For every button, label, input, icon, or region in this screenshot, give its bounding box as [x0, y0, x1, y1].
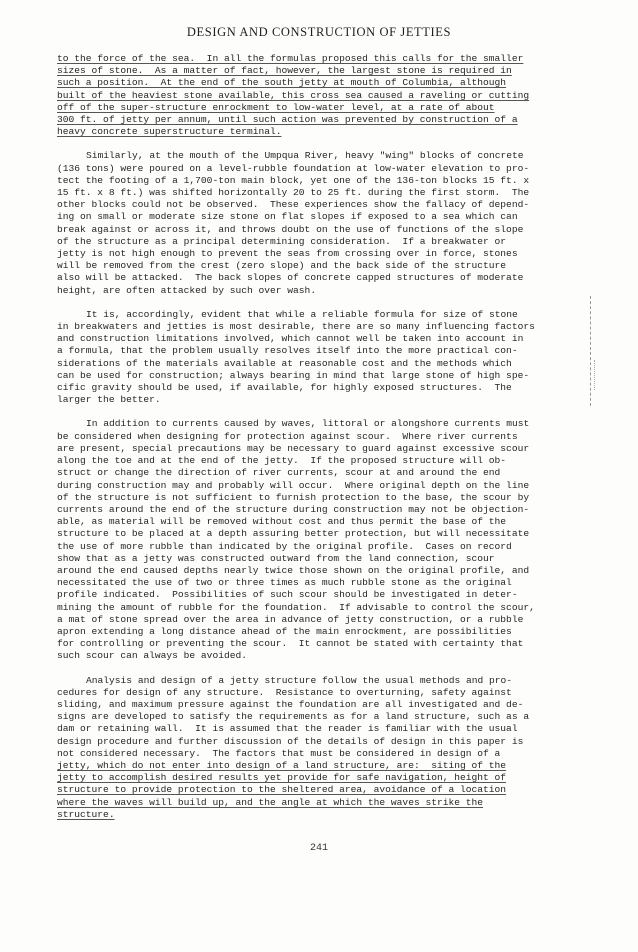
paragraph — [57, 309, 579, 407]
page-number: 241 — [309, 843, 328, 854]
running-header: DESIGN AND CONSTRUCTION OF JETTIES — [186, 25, 452, 39]
paragraph — [57, 53, 579, 138]
text-line: necessitated the use of two or three times as much rubble stone as the original — [57, 577, 512, 589]
text-line: It is, accordingly, evident that while a reliable formula for size of stone — [86, 308, 518, 320]
paragraph — [57, 675, 579, 821]
text-line: are present, special precautions may be necessary to guard against excessive scour — [57, 442, 530, 454]
text-line: able, as material will be removed without cost and thus permit the base of the — [57, 516, 507, 528]
text-line: height, are often attacked by such over wash. — [57, 284, 317, 296]
text-line: heavy concrete superstructure terminal. — [57, 126, 282, 138]
text-line: also will be attacked. The back slopes of concrete capped structures of moderate — [57, 272, 524, 284]
text-line: jetty, which do not enter into design of a land structure, are: siting of the — [57, 759, 507, 771]
text-line: the use of more rubble than indicated by the original profile. Cases on record — [57, 540, 512, 552]
text-line: ing on small or moderate size stone on flat slopes if exposed to a sea which can — [57, 211, 518, 223]
text-line: such scour can always be avoided. — [57, 650, 247, 662]
text-line: and construction limitations involved, which cannot well be taken into account in — [57, 333, 524, 345]
text-line: during construction may and probably will occur. Where original depth on the line — [57, 479, 530, 491]
text-line: currents around the end of the structure during construction may not be objection- — [57, 503, 530, 515]
text-line: Analysis and design of a jetty structure follow the usual methods and pro- — [86, 674, 513, 686]
text-line: sizes of stone. As a matter of fact, however, the largest stone is required in — [57, 65, 512, 77]
paragraph — [57, 418, 579, 662]
text-line: jetty is not high enough to prevent the seas from crossing over in force, stones — [57, 248, 518, 260]
text-line: be considered when designing for protection against scour. Where river currents — [57, 430, 518, 442]
text-line: jetty to accomplish desired results yet provide for safe navigation, height of — [57, 772, 507, 784]
text-line: will be removed from the crest (zero slope) and the back side of the structure — [57, 260, 507, 272]
text-line: show that as a jetty was constructed outward from the land connection, scour — [57, 552, 495, 564]
text-line: to the force of the sea. In all the formulas proposed this calls for the smaller — [57, 53, 524, 64]
text-line: structure to be placed at a depth assuring better protection, but will necessitate — [57, 528, 530, 540]
text-line: Similarly, at the mouth of the Umpqua River, heavy "wing" blocks of concrete — [86, 150, 524, 162]
text-line: along the toe and at the end of the jetty. If the proposed structure will ob- — [57, 455, 507, 467]
text-line: such a position. At the end of the south jetty at mouth of Columbia, although — [57, 77, 507, 89]
paragraph — [57, 150, 579, 296]
text-line: a formula, that the problem usually resolves itself into the more practical con- — [57, 345, 518, 357]
text-line: tect the footing of a 1,700-ton main block, yet one of the 136-ton blocks 15 ft. x — [57, 174, 530, 186]
text-line: signs are developed to satisfy the requirements as for a land structure, such as a — [57, 711, 530, 723]
text-line: where the waves will build up, and the angle at which the waves strike the — [57, 796, 484, 808]
text-line: struct or change the direction of river currents, scour at and around the end — [57, 467, 501, 479]
text-line: cedures for design of any structure. Resistance to overturning, safety against — [57, 686, 512, 698]
text-line: siderations of the materials available at reasonable cost and the methods which — [57, 357, 512, 369]
text-line: sliding, and maximum pressure against the foundation are all investigated and de- — [57, 698, 524, 710]
text-line: other blocks could not be observed. These experiences show the fallacy of depend- — [57, 199, 530, 211]
margin-mark — [590, 296, 592, 406]
text-line: of the structure as a principal determining consideration. If a breakwater or — [57, 235, 507, 247]
text-line: structure to provide protection to the sheltered area, avoidance of a location — [57, 784, 507, 796]
text-line: break against or across it, and throws doubt on the use of functions of the slope — [57, 223, 524, 235]
text-line: for controlling or preventing the scour. It cannot be stated with certainty that — [57, 638, 524, 650]
text-line: design procedure and further discussion of the details of design in this paper is — [57, 735, 524, 747]
text-line: profile indicated. Possibilities of such scour should be investigated in deter- — [57, 589, 518, 601]
text-line: apron extending a long distance ahead of the main enrockment, are possibilities — [57, 625, 512, 637]
text-line: a mat of stone spread over the area in advance of jetty construction, or a rubble — [57, 613, 524, 625]
body-text — [57, 53, 579, 833]
text-line: off of the super-structure enrockment to low-water level, at a rate of about — [57, 101, 495, 113]
text-line: 300 ft. of jetty per annum, until such action was prevented by construction of a — [57, 114, 518, 126]
text-line: In addition to currents caused by waves, littoral or alongshore currents must — [86, 418, 530, 430]
text-line: of the structure is not sufficient to furnish protection to the base, the scour by — [57, 491, 530, 503]
text-line: cific gravity should be used, if available, for highly exposed structures. The — [57, 382, 512, 394]
text-line: 15 ft. x 8 ft.) was shifted horizontally 20 to 25 ft. during the first storm. The — [57, 187, 530, 199]
text-line: around the end caused depths nearly twice those shown on the original profile, and — [57, 564, 530, 576]
text-line: (136 tons) were poured on a level-rubble foundation at low-water elevation to pro- — [57, 162, 530, 174]
text-line: can be used for construction; always bearing in mind that large stone of high spe- — [57, 369, 530, 381]
text-line: dam or retaining wall. It is assumed that the reader is familiar with the usual — [57, 723, 518, 735]
text-line: mining the amount of rubble for the foundation. If advisable to control the scour, — [57, 601, 535, 613]
text-line: built of the heaviest stone available, this cross sea caused a raveling or cutting — [57, 89, 530, 101]
margin-mark-dotted — [594, 360, 596, 390]
text-line: in breakwaters and jetties is most desirable, there are so many influencing factors — [57, 321, 535, 333]
text-line: larger the better. — [57, 394, 161, 406]
text-line: structure. — [57, 808, 115, 820]
text-line: not considered necessary. The factors that must be considered in design of a — [57, 747, 501, 759]
